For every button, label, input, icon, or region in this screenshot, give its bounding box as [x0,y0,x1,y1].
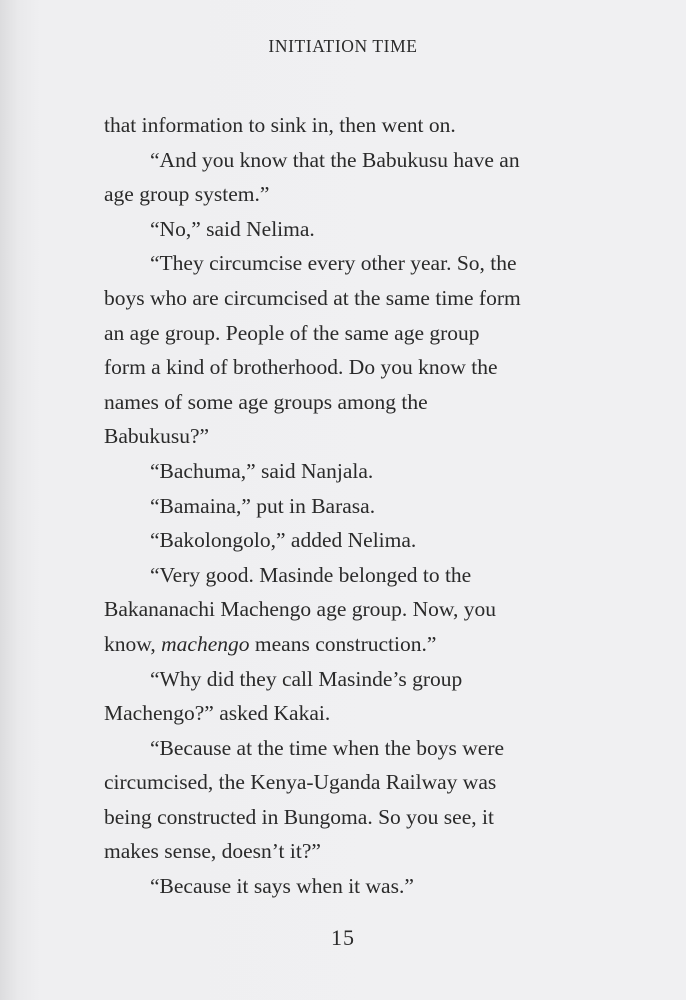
text-line: Bakananachi Machengo age group. Now, you [104,597,497,622]
paragraph [104,731,604,869]
text-line: “Bachuma,” said Nanjala. [150,458,374,483]
text-line: Machengo?” asked Kakai. [104,701,331,726]
text-line: names of some age groups among the [104,389,428,414]
text-line: “Very good. Masinde belonged to the [150,562,472,587]
text-line: age group system.” [104,182,270,207]
paragraph [104,454,604,489]
text-line: “No,” said Nelima. [150,216,315,241]
text-line-with-italic: know, machengo means construction.” [104,631,437,656]
paragraph [104,143,604,212]
text-line: “Bakolongolo,” added Nelima. [150,528,417,553]
italic-term: machengo [161,631,250,656]
paragraph [104,246,604,454]
text-line: Babukusu?” [104,424,210,449]
text-line: “Because it says when it was.” [150,874,414,899]
paragraph [104,662,604,731]
text-line: “Bamaina,” put in Barasa. [150,493,376,518]
text-line: an age group. People of the same age group [104,320,480,345]
text-line: boys who are circumcised at the same time form [104,285,521,310]
body-text [104,108,604,904]
text-line: “Because at the time when the boys were [150,735,505,760]
paragraph [104,869,604,904]
text-line: “And you know that the Babukusu have an [150,147,520,172]
text-line: being constructed in Bungoma. So you see, it [104,804,494,829]
paragraph [104,212,604,247]
text-line: that information to sink in, then went on. [104,113,456,137]
paragraph [104,489,604,524]
paragraph [104,108,604,143]
running-head: INITIATION TIME [268,36,418,56]
text-line: “They circumcise every other year. So, the [150,251,517,276]
text-line: circumcised, the Kenya-Uganda Railway was [104,770,497,795]
paragraph [104,523,604,558]
text-line: makes sense, doesn’t it?” [104,839,321,864]
text-line: form a kind of brotherhood. Do you know the [104,355,498,380]
paragraph [104,558,604,662]
page-number: 15 [331,925,355,950]
text-line: “Why did they call Masinde’s group [150,666,463,691]
